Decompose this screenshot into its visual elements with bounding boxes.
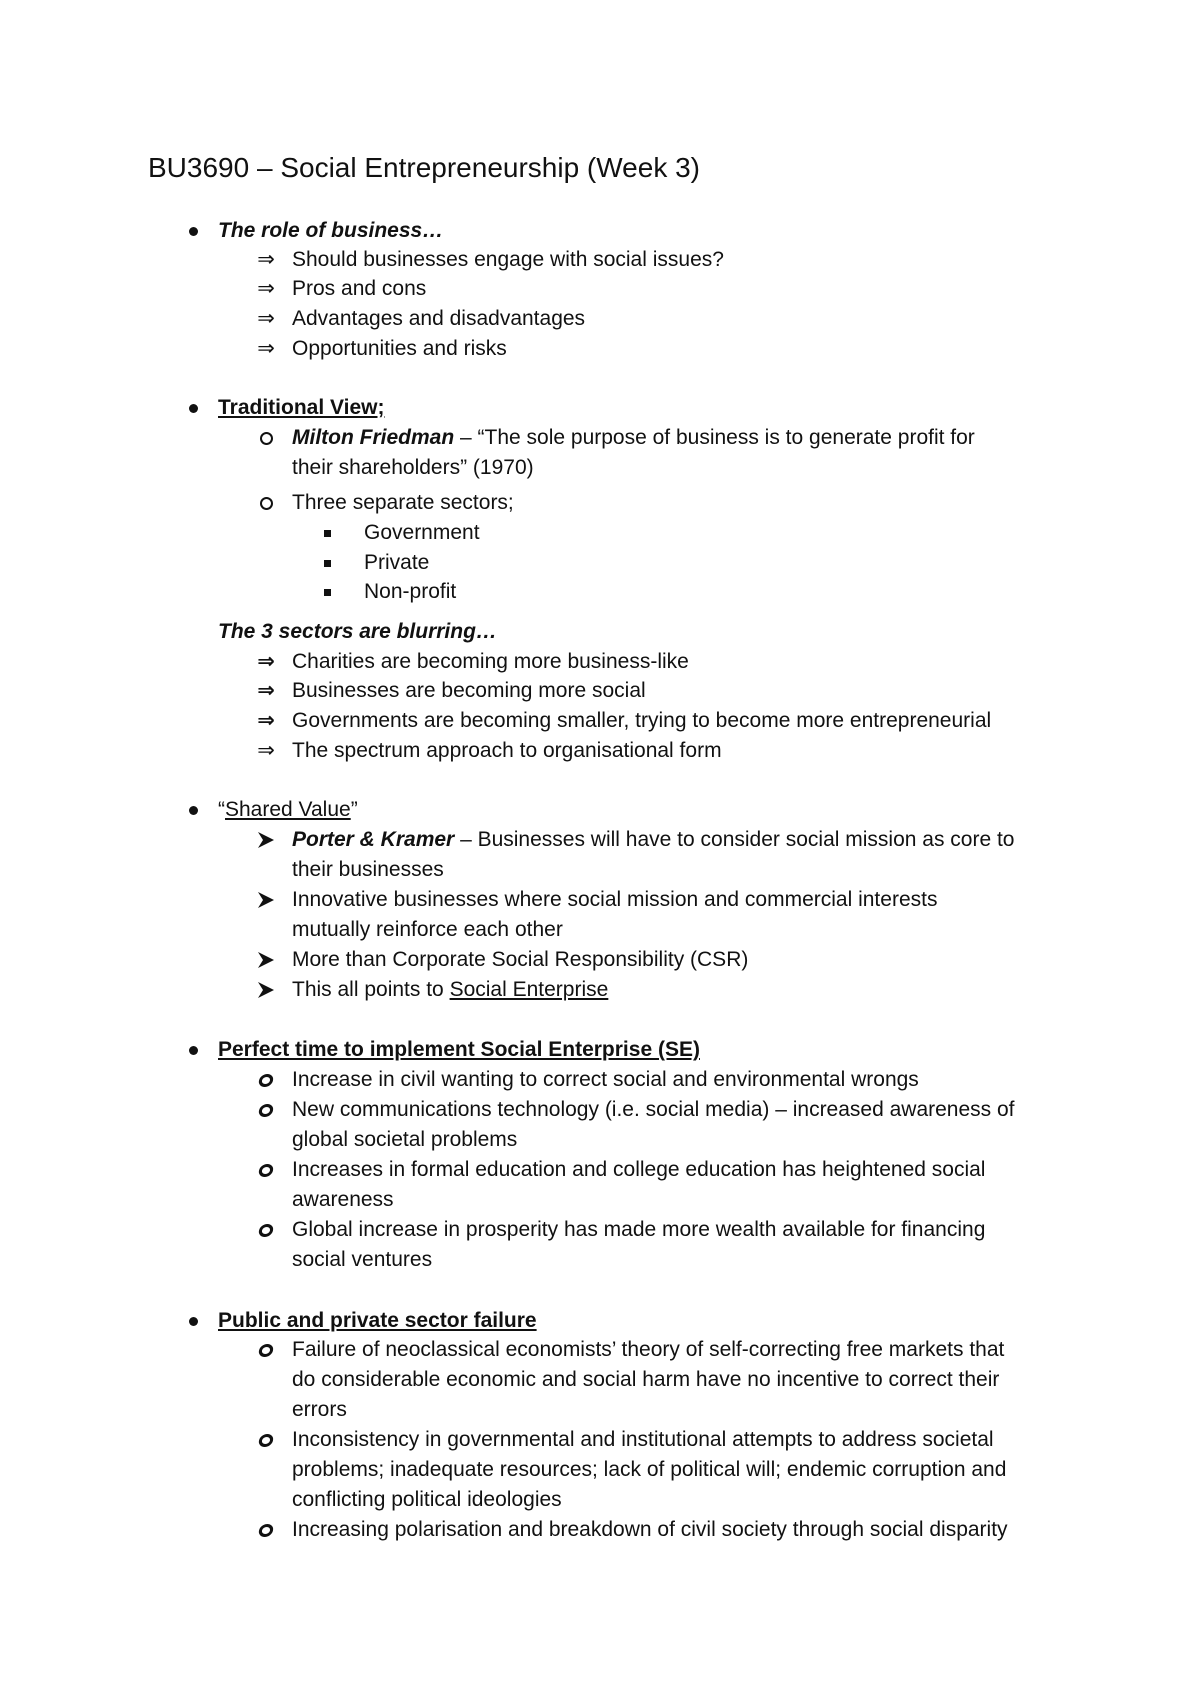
implies-arrow-bold-icon: ⇒ <box>257 650 275 673</box>
circle-bullet-icon <box>254 423 278 452</box>
section-heading-role: The role of business… <box>218 219 444 242</box>
list-item: Charities are becoming more business-like <box>292 650 689 673</box>
list-item: Increase in civil wanting to correct social and environmental wrongs <box>292 1068 919 1091</box>
subheading-blurring: The 3 sectors are blurring… <box>218 620 497 643</box>
bullet-icon <box>186 216 200 245</box>
implies-arrow-bold-icon: ⇒ <box>257 679 275 702</box>
porter-kramer-text: – Businesses will have to consider social mission as core to <box>454 828 1015 851</box>
arrowhead-bullet-icon <box>254 975 278 1004</box>
list-item <box>292 975 608 1004</box>
porter-kramer-name: Porter & Kramer <box>292 828 455 851</box>
bullet-icon <box>186 795 200 824</box>
list-item: Opportunities and risks <box>292 337 507 360</box>
circle-bullet-icon <box>254 1335 278 1364</box>
implies-arrow-icon: ⇒ <box>257 739 275 762</box>
bullet-icon <box>186 1035 200 1064</box>
list-item: Innovative businesses where social mission and commercial interests <box>292 888 938 911</box>
list-item: The spectrum approach to organisational form <box>292 739 722 762</box>
list-item-continuation: their shareholders” (1970) <box>292 456 534 479</box>
sector-item: Private <box>364 551 430 574</box>
section-heading-perfect-time: Perfect time to implement Social Enterprise (SE) <box>218 1038 700 1061</box>
friedman-quote: – “The sole purpose of business is to generate profit for <box>454 426 975 449</box>
list-item: Increases in formal education and college education has heightened social <box>292 1158 986 1181</box>
circle-bullet-icon <box>254 1515 278 1544</box>
list-item-continuation: conflicting political ideologies <box>292 1488 562 1511</box>
list-item: Businesses are becoming more social <box>292 679 646 702</box>
social-enterprise-link: Social Enterprise <box>449 978 609 1001</box>
open-quote: “ <box>218 798 225 821</box>
list-item: Inconsistency in governmental and institutional attempts to address societal <box>292 1428 994 1451</box>
circle-bullet-icon <box>254 1215 278 1244</box>
list-item: Increasing polarisation and breakdown of civil society through social disparity <box>292 1518 1008 1541</box>
section-heading-traditional: Traditional View; <box>218 396 385 419</box>
points-prefix: This all points to <box>292 978 450 1001</box>
list-item: New communications technology (i.e. social media) – increased awareness of <box>292 1098 1015 1121</box>
list-item: Three separate sectors; <box>292 491 514 514</box>
list-item-continuation: mutually reinforce each other <box>292 918 563 941</box>
list-item: Should businesses engage with social issues? <box>292 248 724 271</box>
close-quote: ” <box>350 798 358 821</box>
implies-arrow-bold-icon: ⇒ <box>257 709 275 732</box>
circle-bullet-icon <box>254 1065 278 1094</box>
square-bullet-icon <box>324 518 336 547</box>
circle-bullet-icon <box>254 1095 278 1124</box>
square-bullet-icon <box>324 577 336 606</box>
sector-item: Government <box>364 521 480 544</box>
list-item-continuation: global societal problems <box>292 1128 518 1151</box>
list-item-continuation: social ventures <box>292 1248 433 1271</box>
list-item: Governments are becoming smaller, trying to become more entrepreneurial <box>292 709 992 732</box>
implies-arrow-icon: ⇒ <box>257 337 275 360</box>
page-title: BU3690 – Social Entrepreneurship (Week 3) <box>148 152 701 183</box>
list-item-continuation: do considerable economic and social harm have no incentive to correct their <box>292 1368 1000 1391</box>
bullet-icon <box>186 393 200 422</box>
circle-bullet-icon <box>254 1425 278 1454</box>
arrowhead-bullet-icon <box>254 945 278 974</box>
list-item: Global increase in prosperity has made more wealth available for financing <box>292 1218 986 1241</box>
list-item <box>292 423 975 452</box>
section-heading-sector-failure: Public and private sector failure <box>218 1309 537 1332</box>
arrowhead-bullet-icon <box>254 885 278 914</box>
implies-arrow-icon: ⇒ <box>257 248 275 271</box>
arrowhead-bullet-icon <box>254 825 278 854</box>
list-item: Advantages and disadvantages <box>292 307 586 330</box>
list-item-continuation: problems; inadequate resources; lack of political will; endemic corruption and <box>292 1458 1007 1481</box>
implies-arrow-icon: ⇒ <box>257 307 275 330</box>
sector-item: Non-profit <box>364 580 457 603</box>
friedman-name: Milton Friedman <box>292 426 455 449</box>
circle-bullet-icon <box>254 488 278 517</box>
circle-bullet-icon <box>254 1155 278 1184</box>
list-item-continuation: errors <box>292 1398 347 1421</box>
section-heading-shared-value <box>218 795 358 824</box>
bullet-icon <box>186 1306 200 1335</box>
list-item: Pros and cons <box>292 277 427 300</box>
list-item: Failure of neoclassical economists’ theory of self-correcting free markets that <box>292 1338 1005 1361</box>
list-item: More than Corporate Social Responsibility (CSR) <box>292 948 749 971</box>
list-item-continuation: their businesses <box>292 858 444 881</box>
list-item-continuation: awareness <box>292 1188 394 1211</box>
square-bullet-icon <box>324 548 336 577</box>
list-item <box>292 825 1015 854</box>
implies-arrow-icon: ⇒ <box>257 277 275 300</box>
shared-value-label: Shared Value <box>225 798 351 821</box>
